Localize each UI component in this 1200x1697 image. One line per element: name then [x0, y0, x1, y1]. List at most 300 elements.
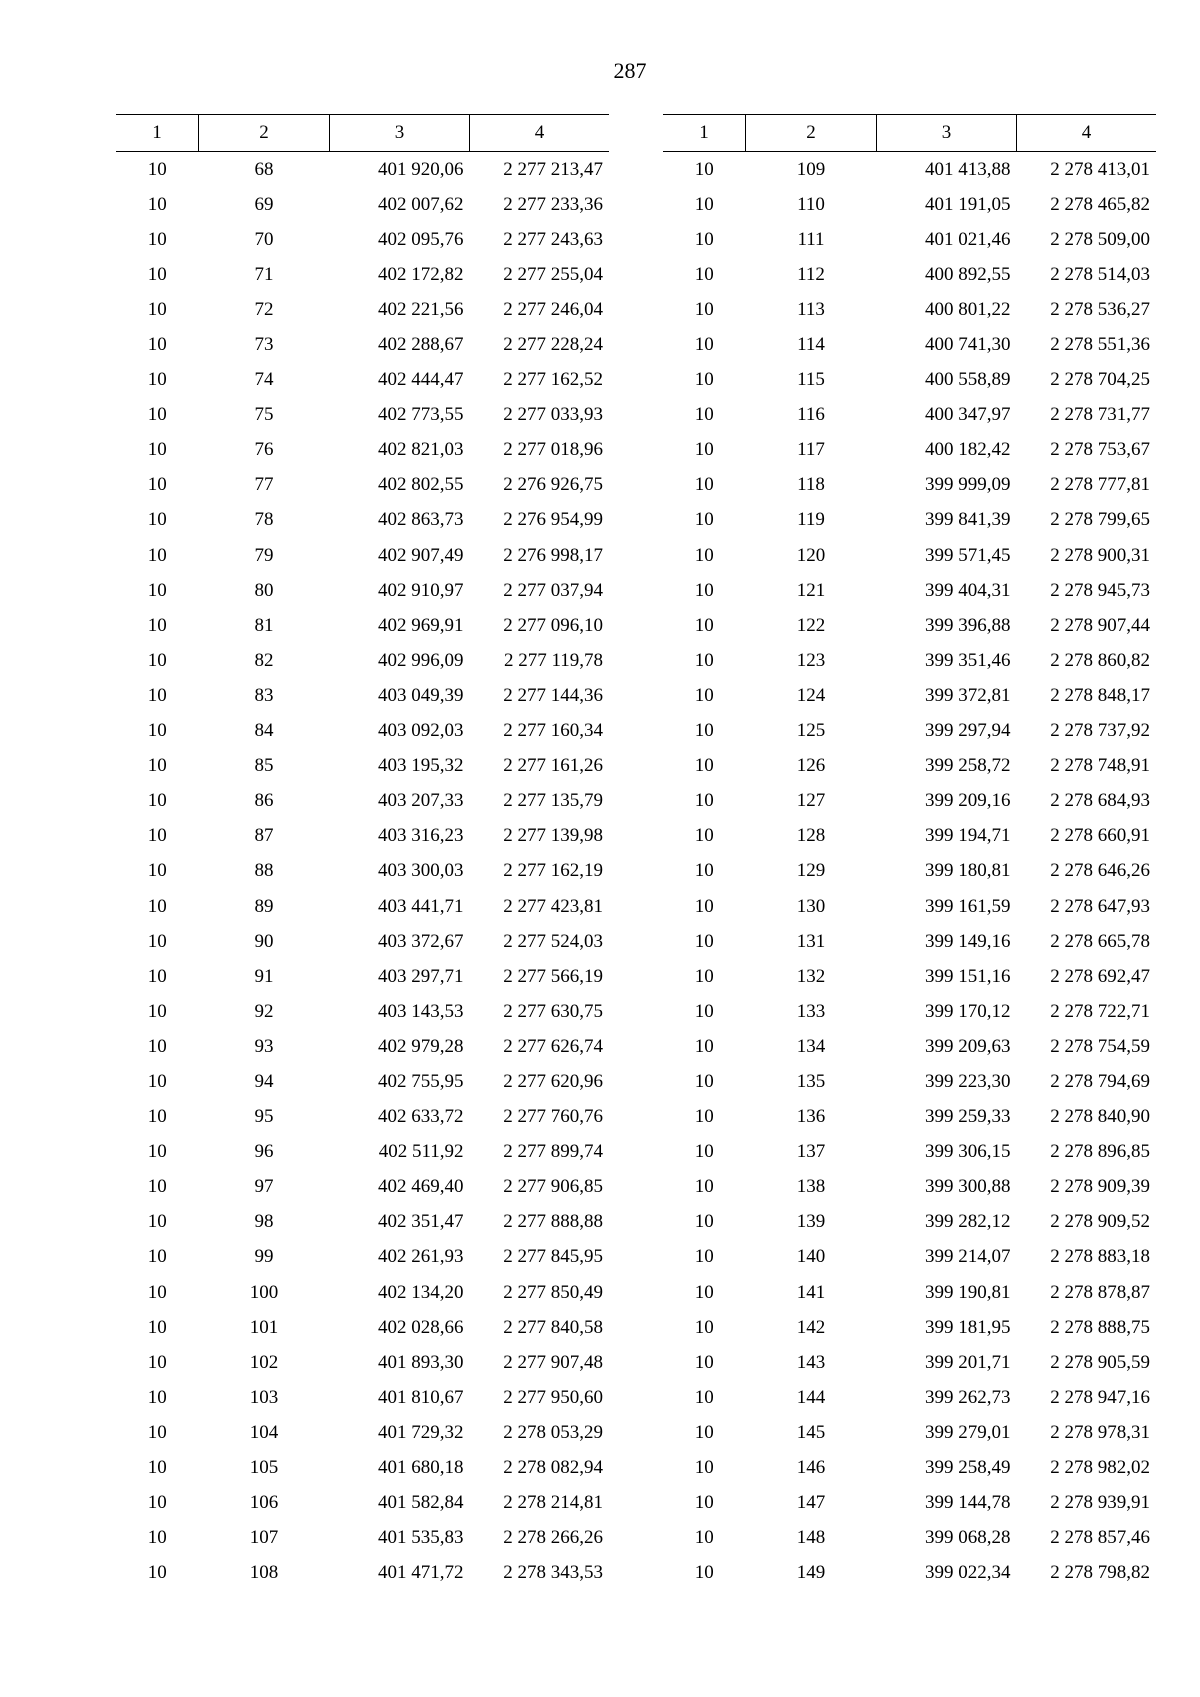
table-cell: 399 190,81 — [925, 1281, 1011, 1303]
table-cell: 401 893,30 — [378, 1351, 464, 1373]
table-cell: 10 — [694, 930, 714, 952]
table-row — [663, 503, 1156, 538]
table-row — [663, 1450, 1156, 1485]
table-cell: 127 — [796, 790, 826, 812]
table-cell: 402 351,47 — [378, 1211, 464, 1233]
table-cell: 115 — [797, 369, 825, 391]
table-row — [663, 1029, 1156, 1064]
table-row — [663, 1521, 1156, 1556]
table-cell: 77 — [254, 474, 274, 496]
table-cell: 403 441,71 — [378, 895, 464, 917]
table-cell: 2 278 343,53 — [503, 1562, 603, 1584]
table-cell: 399 180,81 — [925, 860, 1011, 882]
table-cell: 399 841,39 — [925, 509, 1011, 531]
table-cell: 91 — [254, 965, 274, 987]
table-row — [116, 994, 609, 1029]
table-cell: 402 755,95 — [378, 1070, 464, 1092]
table-cell: 2 278 840,90 — [1050, 1106, 1150, 1128]
table-cell: 403 372,67 — [378, 930, 464, 952]
table-row — [663, 924, 1156, 959]
table-cell: 10 — [147, 1457, 167, 1479]
table-cell: 2 278 798,82 — [1050, 1562, 1150, 1584]
table-cell: 10 — [694, 1141, 714, 1163]
table-row — [116, 1415, 609, 1450]
table-cell: 10 — [147, 1562, 167, 1584]
table-cell: 2 278 945,73 — [1050, 579, 1150, 601]
table-cell: 10 — [694, 825, 714, 847]
table-row — [663, 398, 1156, 433]
table-cell: 2 278 860,82 — [1050, 649, 1150, 671]
table-cell: 2 277 888,88 — [503, 1211, 603, 1233]
table-row — [663, 1310, 1156, 1345]
table-cell: 116 — [797, 404, 825, 426]
table-cell: 10 — [147, 439, 167, 461]
table-cell: 73 — [254, 334, 274, 356]
table-cell: 95 — [254, 1106, 274, 1128]
table-cell: 2 278 947,16 — [1050, 1386, 1150, 1408]
table-row — [116, 398, 609, 433]
table-cell: 146 — [796, 1457, 826, 1479]
table-cell: 78 — [254, 509, 274, 531]
table-cell: 402 095,76 — [378, 228, 464, 250]
table-cell: 10 — [147, 1176, 167, 1198]
table-cell: 399 151,16 — [925, 965, 1011, 987]
table-row — [663, 257, 1156, 292]
table-cell: 2 277 162,52 — [503, 369, 603, 391]
table-cell: 10 — [147, 228, 167, 250]
table-cell: 402 910,97 — [378, 579, 464, 601]
table-cell: 402 907,49 — [378, 544, 464, 566]
table-cell: 2 278 794,69 — [1050, 1070, 1150, 1092]
table-cell: 401 535,83 — [378, 1527, 464, 1549]
table-header-row — [116, 115, 609, 152]
table-row — [116, 1275, 609, 1310]
table-cell: 2 277 907,48 — [503, 1351, 603, 1373]
table-cell: 2 277 161,26 — [503, 755, 603, 777]
table-cell: 2 278 514,03 — [1050, 263, 1150, 285]
table-cell: 10 — [694, 720, 714, 742]
table-cell: 2 278 692,47 — [1050, 965, 1150, 987]
table-cell: 10 — [147, 1492, 167, 1514]
table-cell: 123 — [796, 649, 826, 671]
table-row — [663, 959, 1156, 994]
table-row — [116, 819, 609, 854]
table-cell: 10 — [147, 369, 167, 391]
table-cell: 10 — [694, 965, 714, 987]
table-cell: 10 — [147, 825, 167, 847]
table-cell: 402 633,72 — [378, 1106, 464, 1128]
table-row — [663, 152, 1156, 188]
column-header: 2 — [746, 115, 877, 152]
table-row — [116, 468, 609, 503]
table-cell: 2 277 162,19 — [503, 860, 603, 882]
table-cell: 10 — [147, 720, 167, 742]
table-cell: 10 — [694, 369, 714, 391]
table-row — [116, 1486, 609, 1521]
table-cell: 136 — [796, 1106, 826, 1128]
table-cell: 2 278 907,44 — [1050, 614, 1150, 636]
table-cell: 133 — [796, 1000, 826, 1022]
table-cell: 399 209,16 — [925, 790, 1011, 812]
table-row — [116, 363, 609, 398]
table-row — [663, 1345, 1156, 1380]
table-row — [116, 222, 609, 257]
table-cell: 2 277 228,24 — [503, 334, 603, 356]
table-cell: 399 161,59 — [925, 895, 1011, 917]
table-cell: 399 259,33 — [925, 1106, 1011, 1128]
table-row — [116, 608, 609, 643]
table-cell: 76 — [254, 439, 274, 461]
table-cell: 403 143,53 — [378, 1000, 464, 1022]
table-cell: 10 — [694, 334, 714, 356]
table-cell: 399 300,88 — [925, 1176, 1011, 1198]
table-cell: 399 297,94 — [925, 720, 1011, 742]
table-cell: 400 347,97 — [925, 404, 1011, 426]
table-cell: 74 — [254, 369, 274, 391]
table-row — [116, 1064, 609, 1099]
table-cell: 105 — [249, 1457, 279, 1479]
table-cell: 10 — [147, 158, 167, 180]
table-row — [663, 889, 1156, 924]
table-cell: 399 571,45 — [925, 544, 1011, 566]
table-cell: 2 278 665,78 — [1050, 930, 1150, 952]
table-cell: 10 — [694, 1386, 714, 1408]
table-cell: 68 — [254, 158, 274, 180]
table-cell: 99 — [254, 1246, 274, 1268]
table-cell: 87 — [254, 825, 274, 847]
table-row — [663, 1275, 1156, 1310]
table-cell: 10 — [147, 895, 167, 917]
table-cell: 89 — [254, 895, 274, 917]
table-cell: 2 278 684,93 — [1050, 790, 1150, 812]
table-cell: 2 277 899,74 — [503, 1141, 603, 1163]
table-cell: 119 — [797, 509, 825, 531]
table-cell: 2 277 255,04 — [503, 263, 603, 285]
table-cell: 2 277 620,96 — [503, 1070, 603, 1092]
table-cell: 401 582,84 — [378, 1492, 464, 1514]
table-cell: 402 261,93 — [378, 1246, 464, 1268]
table-cell: 401 471,72 — [378, 1562, 464, 1584]
table-cell: 401 021,46 — [925, 228, 1011, 250]
table-cell: 102 — [249, 1351, 279, 1373]
table-cell: 2 277 840,58 — [503, 1316, 603, 1338]
table-cell: 10 — [147, 404, 167, 426]
table-row — [116, 1205, 609, 1240]
table-row — [116, 257, 609, 292]
table-cell: 2 277 096,10 — [503, 614, 603, 636]
table-cell: 2 277 135,79 — [503, 790, 603, 812]
table-cell: 88 — [254, 860, 274, 882]
table-cell: 399 351,46 — [925, 649, 1011, 671]
table-row — [663, 784, 1156, 819]
table-cell: 118 — [797, 474, 825, 496]
table-cell: 10 — [147, 579, 167, 601]
table-cell: 97 — [254, 1176, 274, 1198]
table-cell: 10 — [147, 263, 167, 285]
table-cell: 10 — [147, 474, 167, 496]
table-row — [663, 1240, 1156, 1275]
table-cell: 401 810,67 — [378, 1386, 464, 1408]
table-cell: 402 802,55 — [378, 474, 464, 496]
table-cell: 2 278 777,81 — [1050, 474, 1150, 496]
table-row — [116, 1450, 609, 1485]
table-cell: 104 — [249, 1421, 279, 1443]
table-cell: 2 277 906,85 — [503, 1176, 603, 1198]
table-cell: 10 — [147, 1281, 167, 1303]
table-cell: 134 — [796, 1035, 826, 1057]
table-cell: 10 — [147, 1000, 167, 1022]
table-cell: 10 — [694, 755, 714, 777]
table-cell: 121 — [796, 579, 826, 601]
table-cell: 403 049,39 — [378, 684, 464, 706]
table-cell: 399 068,28 — [925, 1527, 1011, 1549]
table-cell: 402 007,62 — [378, 193, 464, 215]
table-row — [116, 573, 609, 608]
table-cell: 2 278 214,81 — [503, 1492, 603, 1514]
table-cell: 2 277 037,94 — [503, 579, 603, 601]
table-row — [116, 327, 609, 362]
table-cell: 2 277 524,03 — [503, 930, 603, 952]
table-cell: 135 — [796, 1070, 826, 1092]
table-cell: 10 — [694, 544, 714, 566]
table-cell: 148 — [796, 1527, 826, 1549]
table-cell: 10 — [147, 1351, 167, 1373]
table-cell: 10 — [147, 1246, 167, 1268]
table-cell: 2 278 888,75 — [1050, 1316, 1150, 1338]
table-cell: 2 277 243,63 — [503, 228, 603, 250]
table-cell: 10 — [694, 158, 714, 180]
table-cell: 2 277 423,81 — [503, 895, 603, 917]
table-row — [663, 1415, 1156, 1450]
table-cell: 79 — [254, 544, 274, 566]
table-row — [116, 854, 609, 889]
table-cell: 2 276 926,75 — [503, 474, 603, 496]
table-cell: 401 191,05 — [925, 193, 1011, 215]
table-cell: 10 — [147, 755, 167, 777]
table-cell: 10 — [694, 263, 714, 285]
table-row — [663, 854, 1156, 889]
table-cell: 103 — [249, 1386, 279, 1408]
table-cell: 144 — [796, 1386, 826, 1408]
table-cell: 2 278 722,71 — [1050, 1000, 1150, 1022]
table-row — [663, 1064, 1156, 1099]
table-cell: 10 — [147, 684, 167, 706]
table-cell: 10 — [147, 1035, 167, 1057]
table-cell: 10 — [147, 1070, 167, 1092]
table-cell: 111 — [797, 228, 825, 250]
table-cell: 403 195,32 — [378, 755, 464, 777]
table-cell: 2 277 139,98 — [503, 825, 603, 847]
table-cell: 10 — [147, 614, 167, 636]
table-cell: 10 — [694, 1106, 714, 1128]
table-cell: 400 801,22 — [925, 298, 1011, 320]
table-row — [116, 1310, 609, 1345]
table-cell: 10 — [694, 1211, 714, 1233]
table-row — [116, 1135, 609, 1170]
table-cell: 2 277 160,34 — [503, 720, 603, 742]
table-cell: 149 — [796, 1562, 826, 1584]
table-cell: 85 — [254, 755, 274, 777]
table-row — [663, 1205, 1156, 1240]
table-row — [116, 1556, 609, 1591]
table-cell: 10 — [694, 193, 714, 215]
table-row — [663, 819, 1156, 854]
table-cell: 401 920,06 — [378, 158, 464, 180]
table-cell: 399 282,12 — [925, 1211, 1011, 1233]
table-cell: 402 288,67 — [378, 334, 464, 356]
table-cell: 10 — [694, 228, 714, 250]
table-cell: 70 — [254, 228, 274, 250]
page-number: 287 — [613, 58, 647, 83]
table-cell: 10 — [694, 649, 714, 671]
table-cell: 141 — [796, 1281, 826, 1303]
table-cell: 2 278 939,91 — [1050, 1492, 1150, 1514]
table-cell: 86 — [254, 790, 274, 812]
table-cell: 129 — [796, 860, 826, 882]
table-cell: 82 — [254, 649, 274, 671]
table-cell: 2 278 647,93 — [1050, 895, 1150, 917]
table-cell: 10 — [147, 649, 167, 671]
table-cell: 124 — [796, 684, 826, 706]
table-cell: 10 — [147, 1527, 167, 1549]
table-cell: 142 — [796, 1316, 826, 1338]
table-cell: 2 278 737,92 — [1050, 720, 1150, 742]
table-cell: 399 149,16 — [925, 930, 1011, 952]
table-cell: 403 316,23 — [378, 825, 464, 847]
table-cell: 2 277 760,76 — [503, 1106, 603, 1128]
table-cell: 114 — [797, 334, 825, 356]
table-cell: 140 — [796, 1246, 826, 1268]
table-cell: 399 181,95 — [925, 1316, 1011, 1338]
table-cell: 2 278 731,77 — [1050, 404, 1150, 426]
table-cell: 403 092,03 — [378, 720, 464, 742]
table-row — [663, 363, 1156, 398]
table-row — [116, 503, 609, 538]
table-cell: 401 413,88 — [925, 158, 1011, 180]
table-cell: 10 — [147, 965, 167, 987]
table-cell: 128 — [796, 825, 826, 847]
table-cell: 145 — [796, 1421, 826, 1443]
table-row — [663, 433, 1156, 468]
table-row — [663, 714, 1156, 749]
table-row — [663, 643, 1156, 678]
table-row — [116, 889, 609, 924]
table-cell: 2 276 998,17 — [503, 544, 603, 566]
table-cell: 126 — [796, 755, 826, 777]
table-cell: 2 277 119,78 — [503, 649, 603, 671]
table-cell: 10 — [147, 544, 167, 566]
table-row — [663, 538, 1156, 573]
table-cell: 2 276 954,99 — [503, 509, 603, 531]
table-cell: 10 — [147, 298, 167, 320]
table-row — [663, 608, 1156, 643]
table-row — [116, 433, 609, 468]
table-cell: 108 — [249, 1562, 279, 1584]
table-cell: 399 194,71 — [925, 825, 1011, 847]
table-cell: 139 — [796, 1211, 826, 1233]
table-header-row — [663, 115, 1156, 152]
table-cell: 402 773,55 — [378, 404, 464, 426]
table-cell: 10 — [694, 1000, 714, 1022]
table-cell: 10 — [694, 1421, 714, 1443]
table-cell: 399 201,71 — [925, 1351, 1011, 1373]
table-cell: 75 — [254, 404, 274, 426]
table-cell: 2 277 033,93 — [503, 404, 603, 426]
table-cell: 131 — [796, 930, 826, 952]
table-cell: 399 022,34 — [925, 1562, 1011, 1584]
table-row — [116, 292, 609, 327]
table-cell: 400 741,30 — [925, 334, 1011, 356]
table-row — [116, 1029, 609, 1064]
table-cell: 2 278 509,00 — [1050, 228, 1150, 250]
table-cell: 2 277 630,75 — [503, 1000, 603, 1022]
table-cell: 130 — [796, 895, 826, 917]
table-cell: 2 278 896,85 — [1050, 1141, 1150, 1163]
table-cell: 2 278 465,82 — [1050, 193, 1150, 215]
table-cell: 10 — [147, 1386, 167, 1408]
table-cell: 100 — [249, 1281, 279, 1303]
table-cell: 10 — [694, 1070, 714, 1092]
table-cell: 403 207,33 — [378, 790, 464, 812]
table-row — [116, 924, 609, 959]
table-row — [663, 1170, 1156, 1205]
table-cell: 400 182,42 — [925, 439, 1011, 461]
table-cell: 399 258,72 — [925, 755, 1011, 777]
table-cell: 10 — [694, 1035, 714, 1057]
table-cell: 402 221,56 — [378, 298, 464, 320]
table-cell: 2 278 883,18 — [1050, 1246, 1150, 1268]
table-cell: 10 — [147, 1141, 167, 1163]
table-cell: 10 — [694, 509, 714, 531]
table-row — [116, 187, 609, 222]
column-header: 4 — [470, 115, 610, 152]
table-cell: 69 — [254, 193, 274, 215]
table-cell: 10 — [694, 1246, 714, 1268]
table-cell: 399 404,31 — [925, 579, 1011, 601]
table-cell: 403 300,03 — [378, 860, 464, 882]
table-cell: 399 223,30 — [925, 1070, 1011, 1092]
table-cell: 2 277 850,49 — [503, 1281, 603, 1303]
table-cell: 2 278 266,26 — [503, 1527, 603, 1549]
table-cell: 2 278 413,01 — [1050, 158, 1150, 180]
table-cell: 90 — [254, 930, 274, 952]
table-cell: 92 — [254, 1000, 274, 1022]
table-cell: 399 258,49 — [925, 1457, 1011, 1479]
table-cell: 10 — [694, 1176, 714, 1198]
table-cell: 10 — [694, 860, 714, 882]
table-cell: 71 — [254, 263, 274, 285]
table-cell: 399 262,73 — [925, 1386, 1011, 1408]
table-cell: 2 278 905,59 — [1050, 1351, 1150, 1373]
table-row — [116, 784, 609, 819]
table-cell: 2 277 950,60 — [503, 1386, 603, 1408]
table-cell: 400 558,89 — [925, 369, 1011, 391]
table-cell: 10 — [147, 1106, 167, 1128]
table-cell: 399 170,12 — [925, 1000, 1011, 1022]
table-row — [663, 678, 1156, 713]
table-cell: 402 996,09 — [378, 649, 464, 671]
table-row — [116, 538, 609, 573]
table-cell: 10 — [147, 1211, 167, 1233]
table-cell: 400 892,55 — [925, 263, 1011, 285]
table-row — [663, 292, 1156, 327]
table-cell: 83 — [254, 684, 274, 706]
table-row — [116, 1100, 609, 1135]
table-cell: 402 469,40 — [378, 1176, 464, 1198]
table-cell: 143 — [796, 1351, 826, 1373]
table-row — [663, 1556, 1156, 1591]
table-cell: 401 680,18 — [378, 1457, 464, 1479]
